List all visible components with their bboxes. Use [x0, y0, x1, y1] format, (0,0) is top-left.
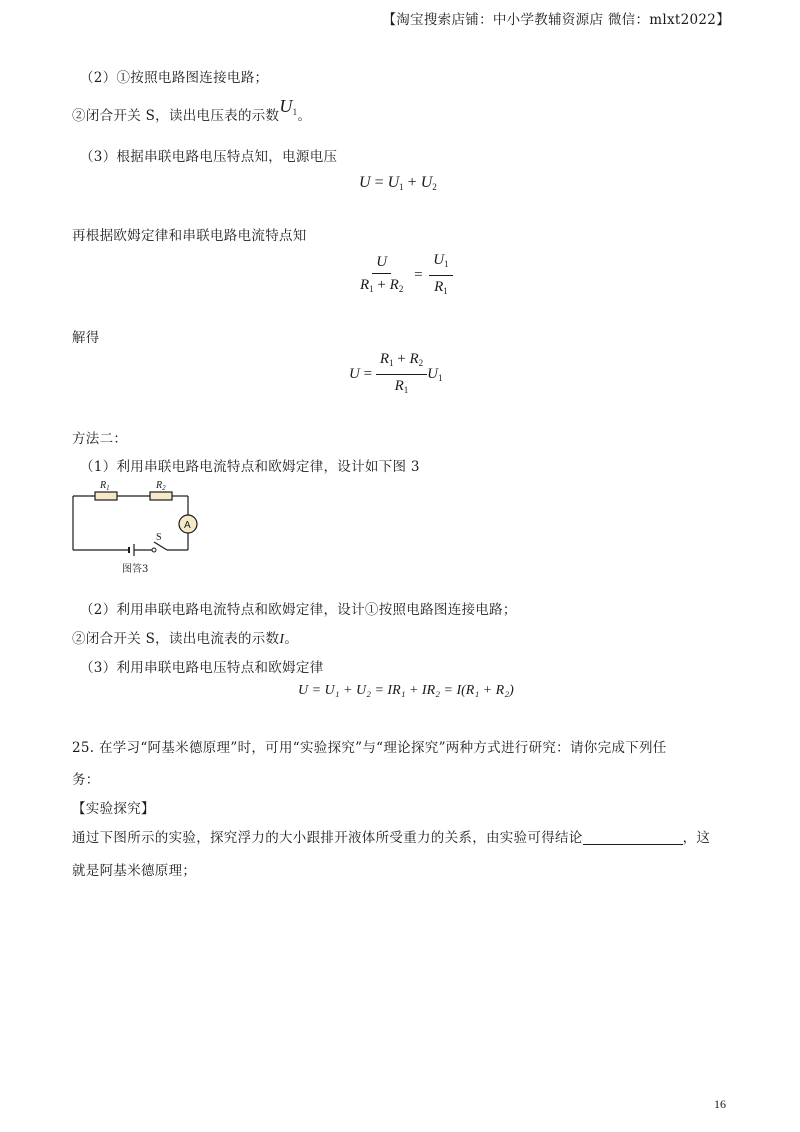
method2-step2b: ②闭合开关 S，读出电流表的示数I。 — [72, 631, 299, 647]
ammeter-label: A — [184, 520, 191, 531]
q25-line3: 通过下图所示的实验，探究浮力的大小跟排开液体所受重力的关系，由实验可得结论 ，这 — [72, 830, 711, 846]
equation-ratio: $\frac{U}{R_1 + R_2}$ = $\frac{U_1}{R_1}$ — [356, 251, 453, 300]
method2-step1: （1）利用串联电路电流特点和欧姆定律，设计如下图 3 — [80, 459, 420, 475]
shop-header: 【淘宝搜索店铺：中小学教辅资源店 微信：mlxt2022】 — [382, 12, 730, 28]
q25-line4: 就是阿基米德原理； — [72, 863, 197, 879]
ohm-law-line: 再根据欧姆定律和串联电路电流特点知 — [72, 228, 307, 244]
q25-line2: 务： — [72, 772, 100, 788]
method2-step2: （2）利用串联电路电流特点和欧姆定律，设计①按照电路图连接电路； — [80, 602, 517, 618]
q25-line1: 25. 在学习“阿基米德原理”时，可用“实验探究”与“理论探究”两种方式进行研究：请你完成下列任 — [72, 740, 667, 756]
answer-blank[interactable] — [583, 830, 683, 845]
page-number: 16 — [714, 1097, 726, 1111]
method2-title: 方法二： — [72, 431, 128, 447]
solve-line: 解得 — [72, 330, 100, 346]
r1-label: $R_1$ — [100, 480, 110, 492]
step2-line1: （2）①按照电路图连接电路； — [80, 70, 269, 86]
method2-step3: （3）利用串联电路电压特点和欧姆定律 — [80, 660, 324, 676]
step3-line: （3）根据串联电路电压特点知，电源电压 — [80, 149, 338, 165]
q25-section: 【实验探究】 — [72, 801, 155, 817]
resistor-r2 — [150, 492, 172, 500]
switch-label: S — [156, 532, 162, 543]
resistor-r1 — [95, 492, 117, 500]
equation-voltage-sum: $U = U_1 + U_2$ — [359, 174, 437, 192]
equation-solution: U = $\frac{R_1 + R_2}{R_1}$ $U_1$ — [349, 351, 443, 395]
circuit-diagram — [70, 476, 210, 576]
equation-series-ohm: U = U₁ + U₂ = IR₁ + IR₂ = I(R₁ + R₂) — [298, 683, 514, 698]
step2-line2-suffix: 。 — [297, 108, 312, 124]
voltage-symbol: $U_1$ — [279, 96, 298, 117]
step2-line2-prefix: ②闭合开关 S，读出电压表的示数 — [72, 108, 280, 124]
circuit-caption: 图答3 — [122, 564, 149, 575]
r2-label: $R_2$ — [156, 480, 166, 492]
step2-line2 — [72, 96, 312, 125]
